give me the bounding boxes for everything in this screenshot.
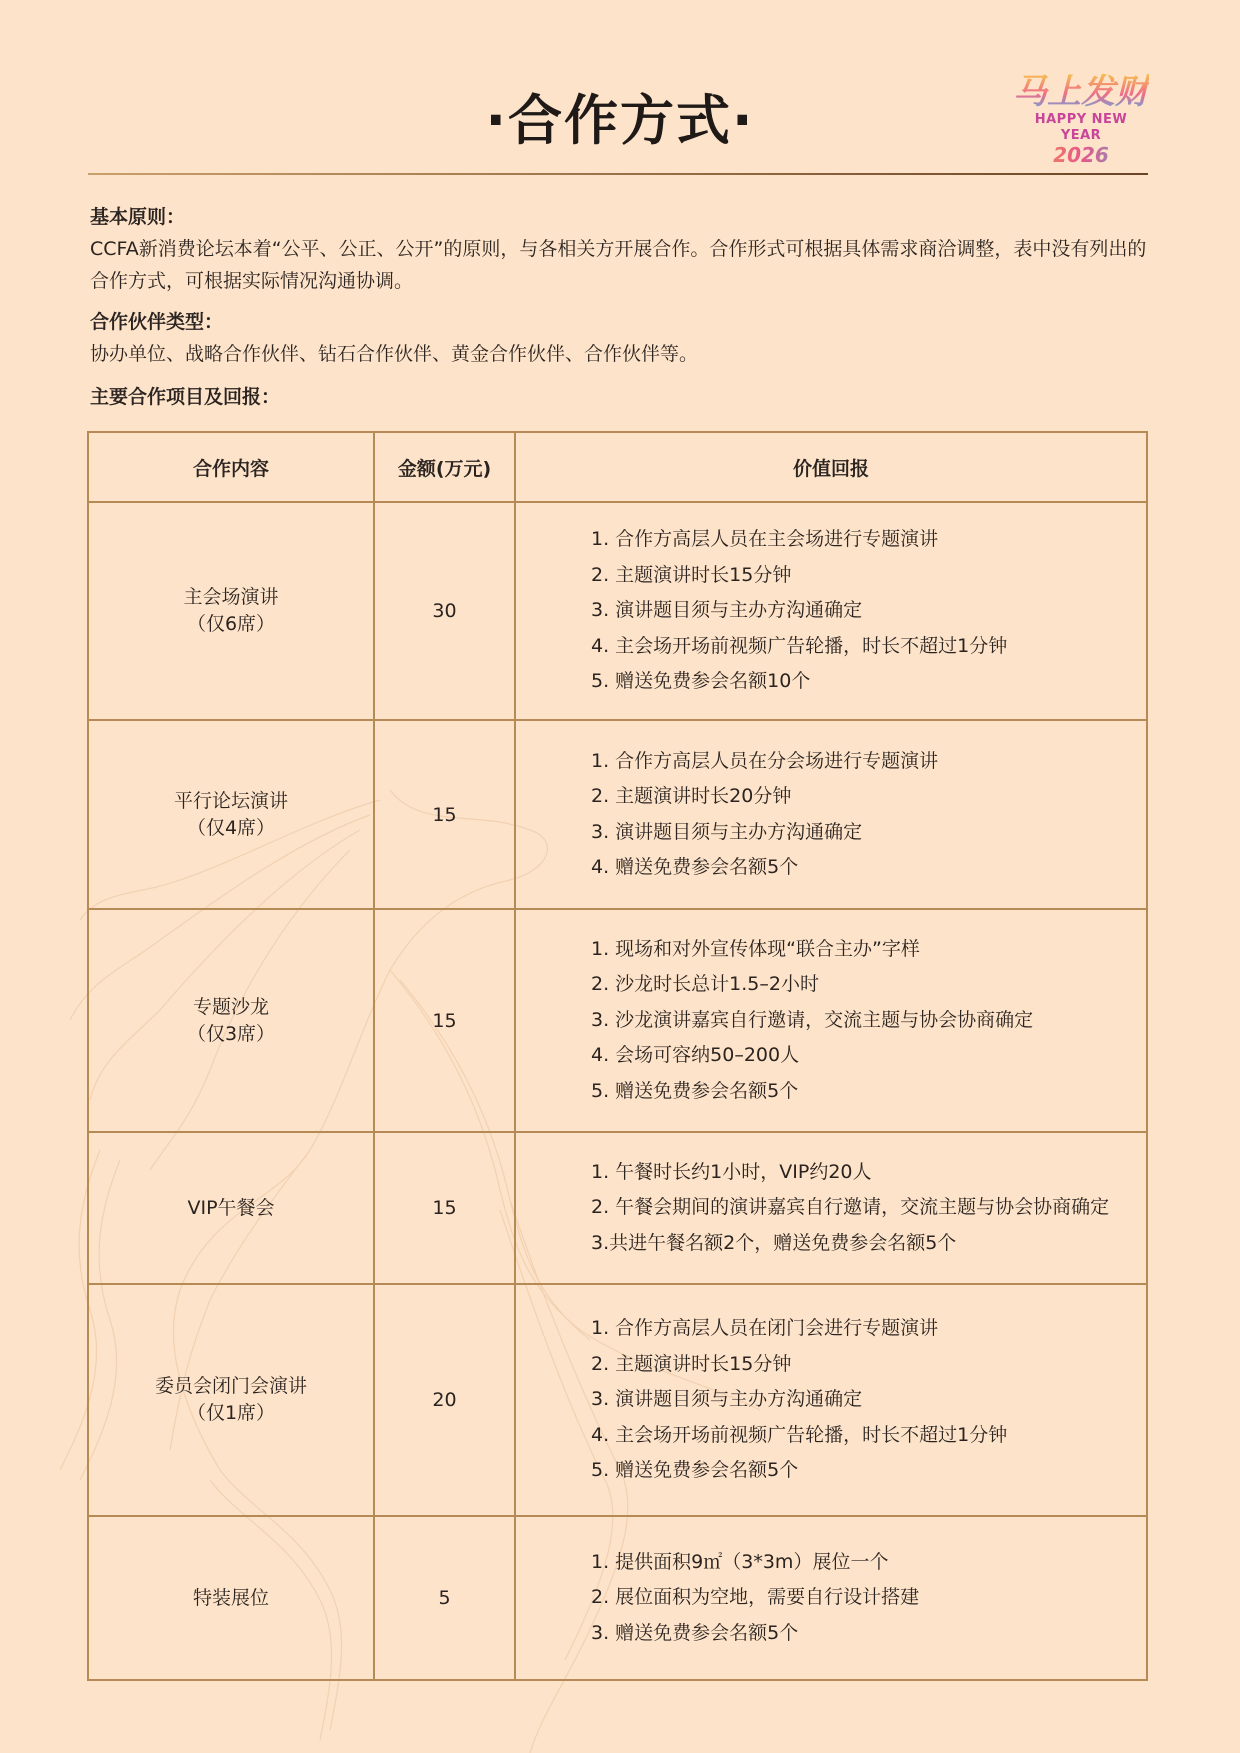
header-amount: 金额(万元) [374,432,515,502]
header-benefits: 价值回报 [515,432,1147,502]
item-note: （仅6席） [186,613,276,635]
item-cell [88,720,374,909]
benefit-line: 2. 主题演讲时长15分钟 [591,563,792,586]
benefit-line: 4. 主会场开场前视频广告轮播，时长不超过1分钟 [591,634,1008,657]
benefit-line: 1. 合作方高层人员在主会场进行专题演讲 [591,528,939,551]
item-cell [88,1284,374,1516]
principles-heading: 基本原则： [90,206,186,228]
table-row [88,502,1147,720]
item-name: 委员会闭门会演讲 [154,1375,307,1397]
table-row [88,1516,1147,1680]
header-content: 合作内容 [88,432,374,502]
item-name: 专题沙龙 [192,995,269,1018]
amount-cell: 15 [374,1132,515,1284]
benefit-line: 3.共进午餐名额2个，赠送免费参会名额5个 [591,1231,957,1254]
benefit-line: 2. 沙龙时长总计1.5–2小时 [591,973,819,996]
cooperation-table [87,431,1148,1681]
benefit-line: 2. 午餐会期间的演讲嘉宾自行邀请，交流主题与协会协商确定 [591,1196,1110,1219]
benefit-line: 4. 赠送免费参会名额5个 [591,856,799,878]
amount-cell: 5 [374,1516,515,1680]
table-row [88,1132,1147,1284]
benefits-cell [515,1132,1147,1284]
benefit-line: 3. 演讲题目须与主办方沟通确定 [591,599,863,622]
benefit-line: 1. 提供面积9㎡（3*3m）展位一个 [591,1550,889,1573]
benefits-cell [515,502,1147,720]
amount-cell: 15 [374,909,515,1132]
amount-cell: 15 [374,720,515,909]
item-cell [88,502,374,720]
projects-heading: 主要合作项目及回报： [90,386,281,408]
item-name: 主会场演讲 [183,586,279,608]
benefit-line: 3. 赠送免费参会名额5个 [591,1621,799,1644]
amount-cell: 20 [374,1284,515,1516]
benefits-cell [515,1516,1147,1680]
principles-text: CCFA新消费论坛本着“公平、公正、公开”的原则，与各相关方开展合作。合作形式可根据具体需求商洽调整，表中没有列出的合作方式，可根据实际情况沟通协调。 [90,238,1147,292]
benefit-line: 1. 合作方高层人员在闭门会进行专题演讲 [591,1317,939,1340]
page-title: ·合作方式· [485,89,755,152]
table-header-row [88,432,1147,502]
benefit-line: 3. 演讲题目须与主办方沟通确定 [591,820,863,843]
benefit-line: 5. 赠送免费参会名额5个 [591,1079,799,1102]
amount-cell: 30 [374,502,515,720]
benefits-cell [515,720,1147,909]
title-divider [88,173,1148,175]
item-note: （仅3席） [186,1022,276,1045]
benefits-cell [515,909,1147,1132]
benefit-line: 4. 会场可容纳50–200人 [591,1044,800,1067]
item-cell [88,1516,374,1680]
partner-types-text: 协办单位、战略合作伙伴、钻石合作伙伴、黄金合作伙伴、合作伙伴等。 [90,343,699,365]
partner-types-heading: 合作伙伴类型： [90,311,224,333]
item-name: 特装展位 [192,1586,269,1609]
item-note: （仅1席） [186,1402,276,1424]
benefit-line: 3. 沙龙演讲嘉宾自行邀请，交流主题与协会协商确定 [591,1008,1034,1031]
benefit-line: 1. 现场和对外宣传体现“联合主办”字样 [591,937,920,960]
benefit-line: 5. 赠送免费参会名额10个 [591,670,811,693]
benefit-line: 2. 主题演讲时长15分钟 [591,1352,792,1375]
table-row [88,720,1147,909]
happy-new-year-logo [1013,72,1149,167]
benefit-line: 1. 合作方高层人员在分会场进行专题演讲 [591,749,939,772]
item-cell [88,909,374,1132]
partner-types-section [90,306,1150,370]
logo-year-text: 2026 [1013,144,1149,166]
item-name: 平行论坛演讲 [173,789,288,812]
benefit-line: 2. 展位面积为空地，需要自行设计搭建 [591,1586,920,1609]
benefits-cell [515,1284,1147,1516]
table-row [88,1284,1147,1516]
projects-section [90,381,1150,413]
table-row [88,909,1147,1132]
benefit-line: 4. 主会场开场前视频广告轮播，时长不超过1分钟 [591,1423,1008,1446]
benefit-line: 3. 演讲题目须与主办方沟通确定 [591,1388,863,1411]
principles-section [90,201,1150,297]
logo-chinese-text: 马上发财 [1013,72,1149,112]
benefit-line: 2. 主题演讲时长20分钟 [591,785,792,807]
logo-english-text: HAPPY NEW YEAR [1034,112,1128,143]
benefit-line: 1. 午餐时长约1小时，VIP约20人 [591,1160,872,1183]
item-cell [88,1132,374,1284]
item-name: VIP午餐会 [187,1196,275,1219]
benefit-line: 5. 赠送免费参会名额5个 [591,1459,799,1482]
item-note: （仅4席） [186,816,276,839]
